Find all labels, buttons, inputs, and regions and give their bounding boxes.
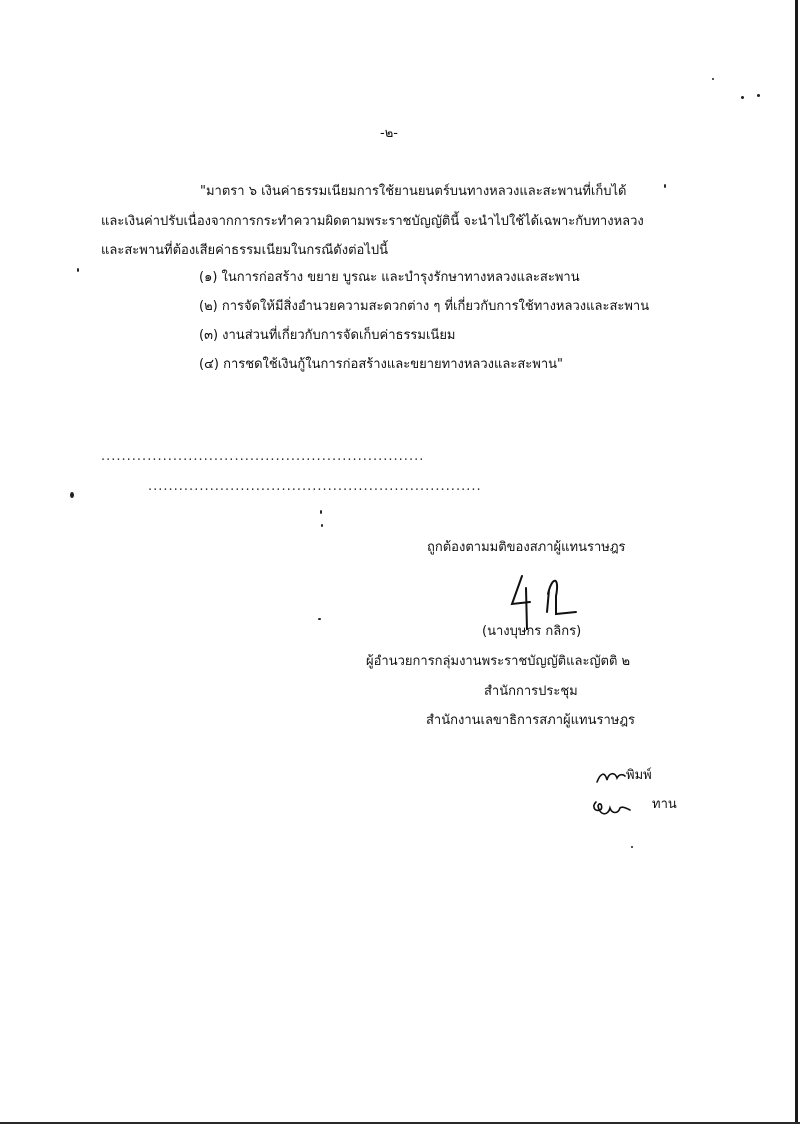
- page-number: -๒-: [380, 126, 398, 141]
- certification-statement: ถูกต้องตามมติของสภาผู้แทนราษฎร: [427, 540, 626, 555]
- scan-speck: [741, 96, 744, 99]
- scan-speck: [318, 618, 321, 620]
- list-item: (๒) การจัดให้มีสิ่งอำนวยความสะดวกต่าง ๆ ที่เกี่ยวกับการใช้ทางหลวงและสะพาน: [199, 299, 650, 314]
- scan-speck: [70, 492, 74, 498]
- scan-border-right: [795, 0, 798, 1124]
- secretariat-name: สำนักงานเลขาธิการสภาผู้แทนราษฎร: [426, 713, 636, 728]
- list-item: (๓) งานส่วนที่เกี่ยวกับการจัดเก็บค่าธรรมเนียม: [199, 328, 456, 343]
- typist-initial-mark: [595, 768, 627, 786]
- typed-by-label: พิมพ์: [626, 768, 652, 783]
- list-item: (๔) การชดใช้เงินกู้ในการก่อสร้างและขยายทางหลวงและสะพาน": [199, 357, 564, 372]
- scan-speck: [631, 846, 633, 848]
- scan-speck: [321, 524, 323, 527]
- scan-speck: [77, 268, 79, 272]
- checked-by-label: ทาน: [652, 797, 677, 812]
- dotted-separator: .................................................................: [148, 479, 482, 494]
- signatory-name: (นางบุษกร กลิกร): [482, 624, 582, 639]
- dotted-separator: ...............................................................: [101, 449, 425, 464]
- paragraph-line: และสะพานที่ต้องเสียค่าธรรมเนียมในกรณีดังต่อไปนี้: [101, 243, 389, 258]
- list-item: (๑) ในการก่อสร้าง ขยาย บูรณะ และบำรุงรักษาทางหลวงและสะพาน: [199, 270, 580, 285]
- paragraph-line: "มาตรา ๖ เงินค่าธรรมเนียมการใช้ยานยนตร์บนทางหลวงและสะพานที่เก็บได้: [200, 184, 627, 199]
- scan-speck: [320, 510, 322, 514]
- checker-initial-mark: [590, 796, 632, 820]
- scan-speck: [712, 78, 714, 80]
- scan-speck: [664, 184, 666, 188]
- handwritten-signature: [500, 568, 580, 630]
- office-name: สำนักการประชุม: [484, 684, 578, 699]
- scan-speck: [757, 94, 760, 97]
- signatory-position: ผู้อำนวยการกลุ่มงานพระราชบัญญัติและญัตติ ๒: [366, 654, 631, 669]
- paragraph-line: และเงินค่าปรับเนื่องจากการกระทำความผิดตามพระราชบัญญัตินี้ จะนำไปใช้ได้เฉพาะกับทางหลวง: [101, 214, 644, 229]
